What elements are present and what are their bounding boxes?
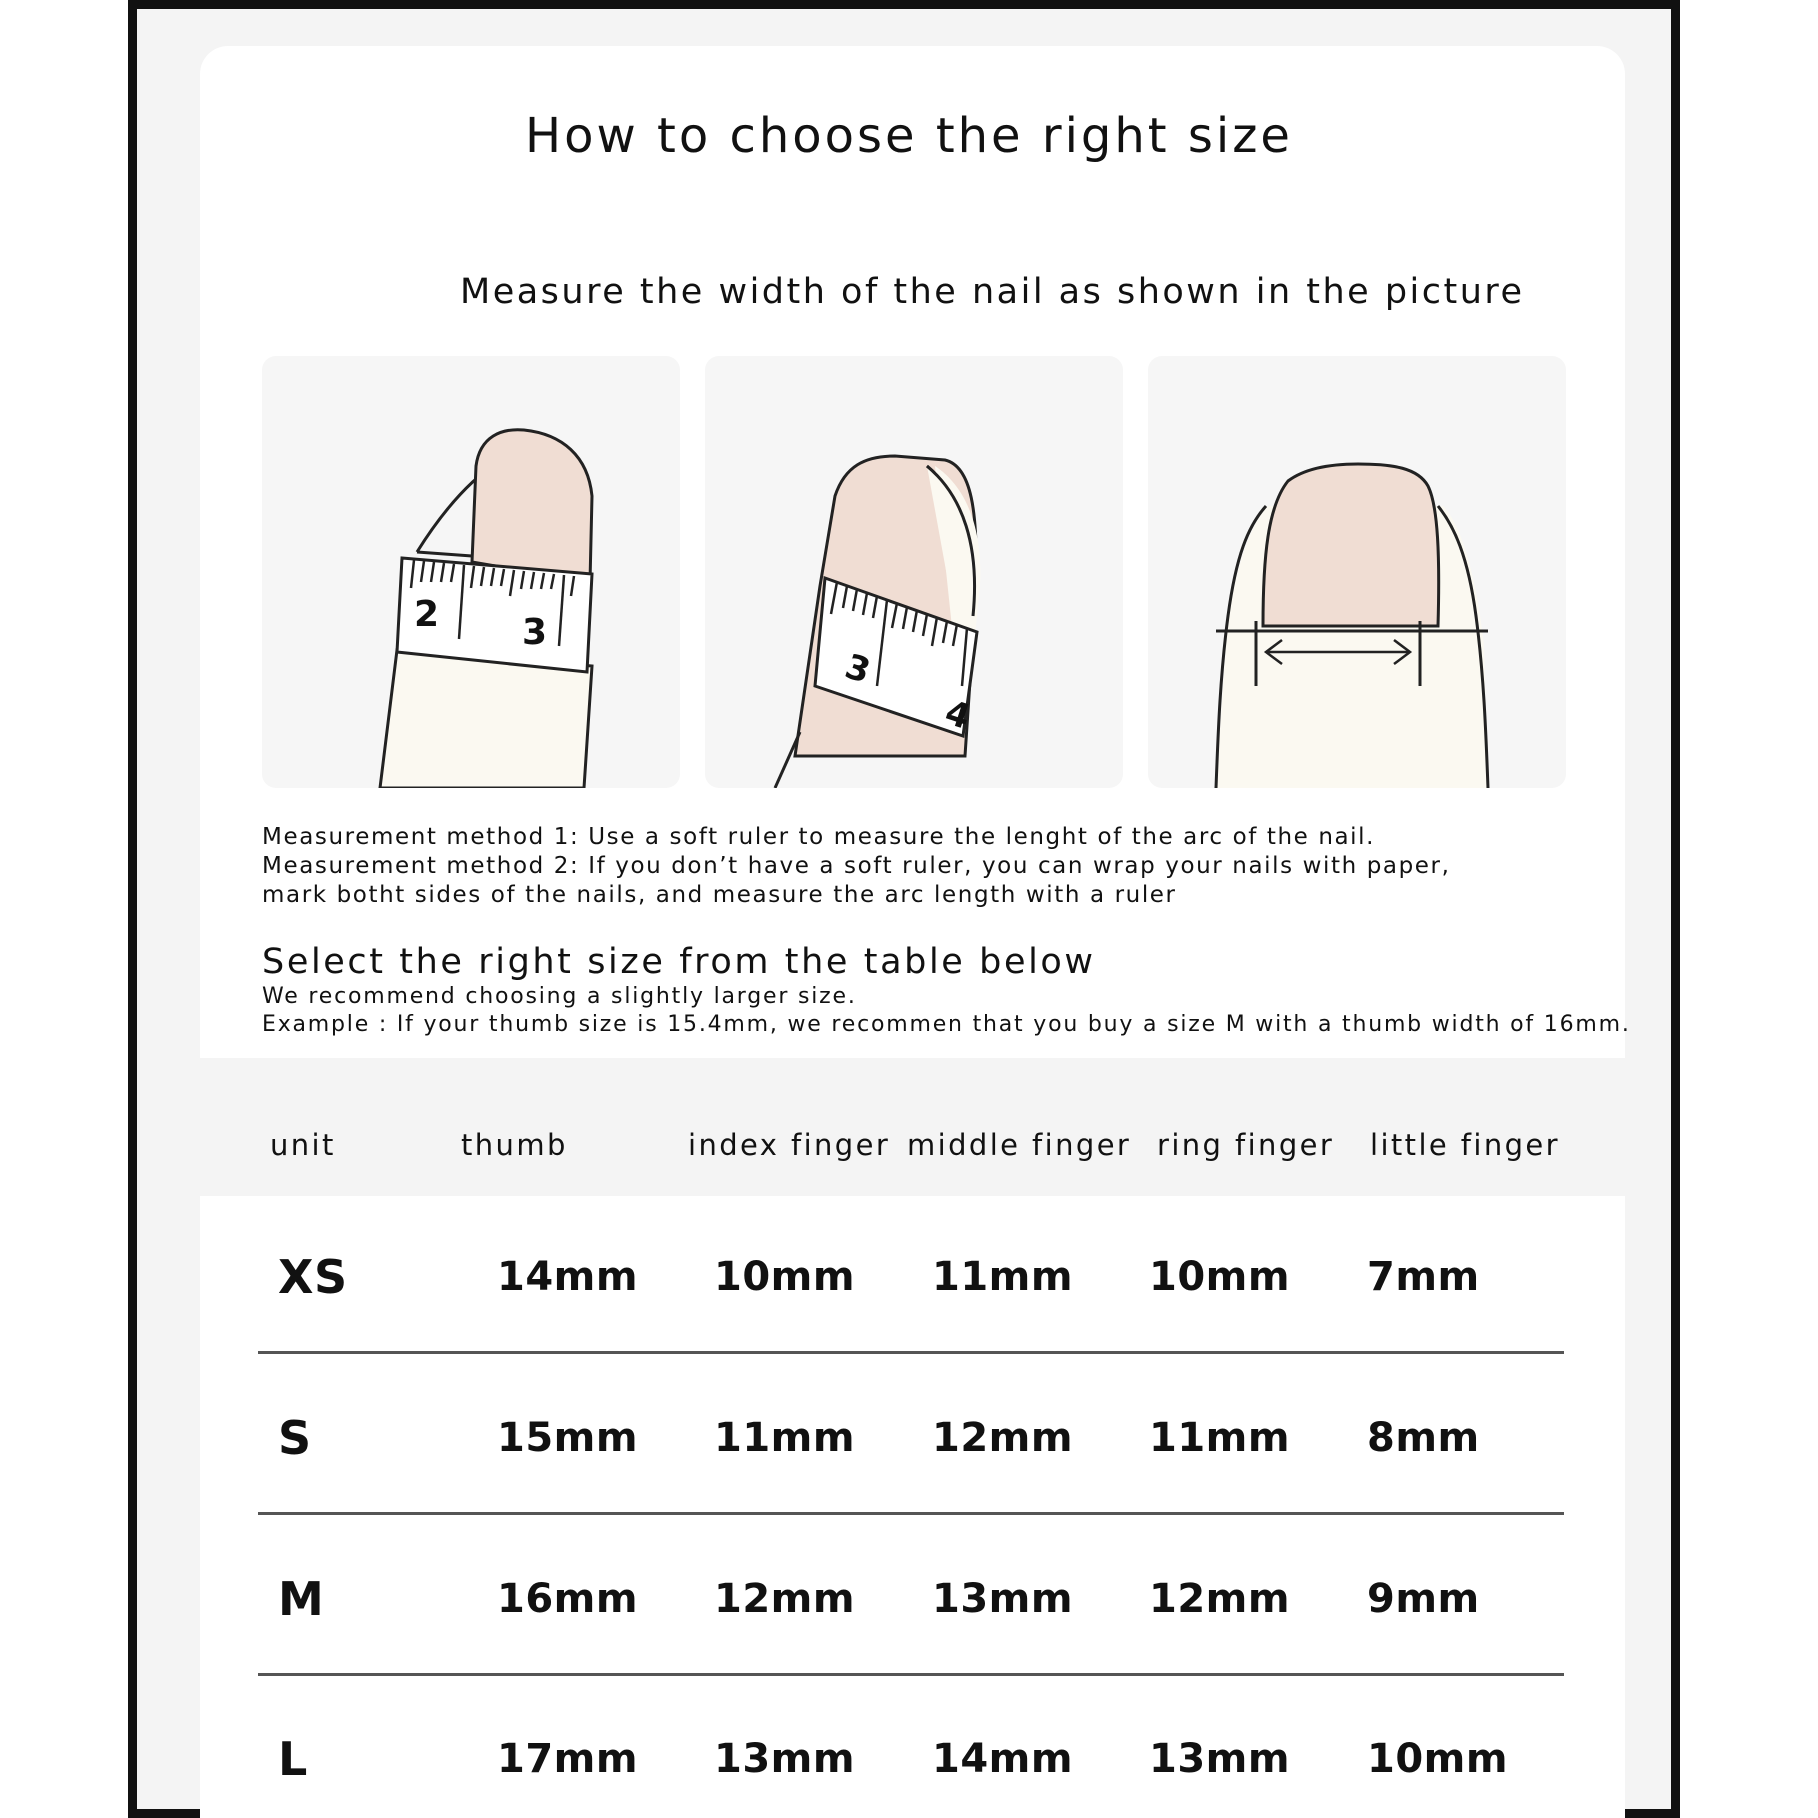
table-cell: 12mm — [932, 1415, 1074, 1461]
table-cell: 12mm — [1149, 1576, 1291, 1622]
table-cell: 10mm — [1149, 1254, 1291, 1300]
ruler-number: 3 — [522, 612, 548, 653]
select-size-heading: Select the right size from the table below — [262, 942, 1096, 982]
illustration-panel-1 — [262, 356, 680, 788]
table-cell: 14mm — [497, 1254, 639, 1300]
header-index-finger: index finger — [688, 1128, 891, 1162]
table-cell: 13mm — [932, 1576, 1074, 1622]
size-label: XS — [278, 1250, 348, 1304]
table-cell: 14mm — [932, 1736, 1074, 1782]
finger-nail-width-arrow-icon — [1148, 356, 1566, 788]
row-divider — [258, 1351, 1564, 1354]
page-title: How to choose the right size — [525, 108, 1293, 164]
measurement-method-1: Measurement method 1: Use a soft ruler to measure the lenght of the arc of the nail. — [262, 824, 1376, 850]
measurement-method-2: Measurement method 2: If you don’t have a soft ruler, you can wrap your nails with paper, — [262, 853, 1451, 879]
header-middle-finger: middle finger — [907, 1128, 1132, 1162]
table-cell: 10mm — [1367, 1736, 1509, 1782]
ruler-number: 4 — [940, 692, 976, 738]
table-cell: 8mm — [1367, 1415, 1480, 1461]
table-cell: 13mm — [1149, 1736, 1291, 1782]
recommendation-note: We recommend choosing a slightly larger size. — [262, 984, 857, 1009]
header-ring-finger: ring finger — [1157, 1128, 1335, 1162]
table-cell: 12mm — [714, 1576, 856, 1622]
illustration-panel-2 — [705, 356, 1123, 788]
header-unit: unit — [270, 1128, 336, 1162]
finger-soft-ruler-angled-icon — [705, 356, 1123, 788]
size-label: M — [278, 1572, 325, 1626]
row-divider — [258, 1673, 1564, 1676]
measurement-method-2-continued: mark botht sides of the nails, and measure the arc length with a ruler — [262, 882, 1177, 908]
table-cell: 10mm — [714, 1254, 856, 1300]
table-cell: 16mm — [497, 1576, 639, 1622]
finger-soft-ruler-icon — [262, 356, 680, 788]
row-divider — [258, 1512, 1564, 1515]
size-table-header — [200, 1058, 1625, 1196]
table-cell: 15mm — [497, 1415, 639, 1461]
table-cell: 7mm — [1367, 1254, 1480, 1300]
header-little-finger: little finger — [1370, 1128, 1560, 1162]
table-cell: 17mm — [497, 1736, 639, 1782]
table-cell: 9mm — [1367, 1576, 1480, 1622]
header-thumb: thumb — [461, 1128, 568, 1162]
subtitle: Measure the width of the nail as shown in the picture — [460, 272, 1525, 312]
size-label: L — [278, 1732, 308, 1786]
size-label: S — [278, 1411, 312, 1465]
example-note: Example : If your thumb size is 15.4mm, we recommen that you buy a size M with a thumb width of 16mm. — [262, 1012, 1631, 1037]
illustration-panel-3 — [1148, 356, 1566, 788]
table-cell: 11mm — [1149, 1415, 1291, 1461]
ruler-number: 3 — [840, 646, 876, 692]
ruler-number: 2 — [414, 594, 440, 635]
table-cell: 13mm — [714, 1736, 856, 1782]
table-cell: 11mm — [714, 1415, 856, 1461]
table-cell: 11mm — [932, 1254, 1074, 1300]
